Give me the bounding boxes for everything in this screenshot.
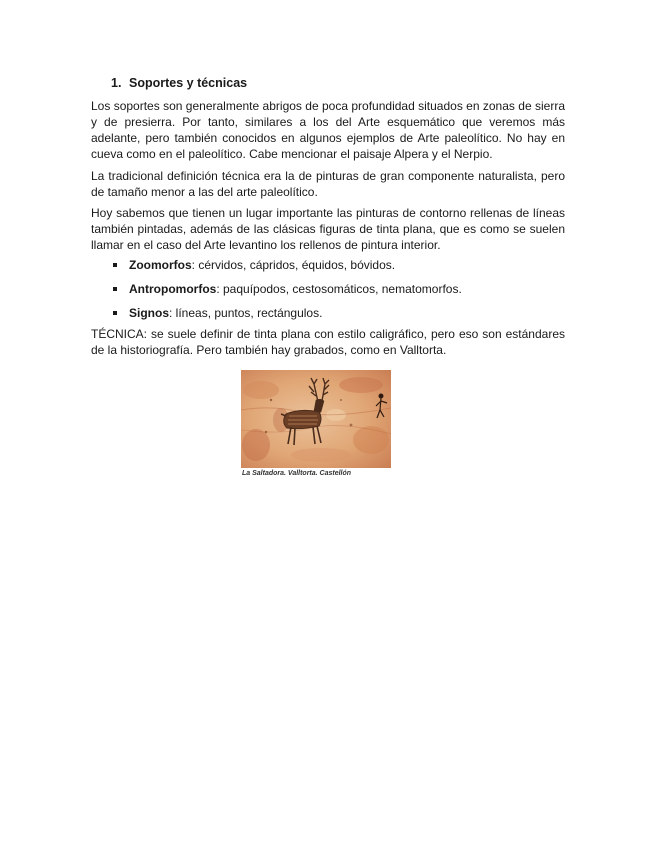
list-item-term: Antropomorfos xyxy=(129,282,217,296)
paragraph-soportes: Los soportes son generalmente abrigos de poca profundidad situados en zonas de sierra y de presierra. Por tanto, similares a los del Arte esquemático que veremos más adelante, pero también conocidos en algunos ejemplos de Arte paleolítico. No hay en cueva como en el paleolítico. Cabe mencionar el paisaje Alpera y el Nerpio. xyxy=(91,99,565,161)
list-item-text: : líneas, puntos, rectángulos. xyxy=(169,306,323,320)
bullet-square-icon xyxy=(113,287,117,291)
paragraph-contorno: Hoy sabemos que tienen un lugar importante las pinturas de contorno rellenas de líneas también pintadas, además de las clásicas figuras de tinta plana, que es como se suelen llamar en el caso del Arte levantino los rellenos de pintura interior. xyxy=(91,206,565,252)
bullet-square-icon xyxy=(113,263,117,267)
list-item-text: : cérvidos, cápridos, équidos, bóvidos. xyxy=(191,258,396,272)
list-item-term: Zoomorfos xyxy=(129,258,192,272)
list-item xyxy=(111,305,565,321)
section-heading xyxy=(111,76,247,90)
paragraph-tecnica: TÉCNICA: se suele definir de tinta plana con estilo caligráfico, pero eso son estándares de la historiografía. Pero también hay grabados, como en Valltorta. xyxy=(91,327,565,357)
rock-art-deer-image xyxy=(241,370,391,468)
bullet-square-icon xyxy=(113,311,117,315)
paragraph-definicion: La tradicional definición técnica era la de pinturas de gran componente naturalista, pero de tamaño menor a las del arte paleolítico. xyxy=(91,169,565,199)
rock-art-photo xyxy=(241,370,391,468)
section-number: 1. xyxy=(111,76,122,90)
list-item xyxy=(111,257,565,273)
section-title: Soportes y técnicas xyxy=(129,76,248,90)
list-item-text: : paquípodos, cestosomáticos, nematomorfos. xyxy=(216,282,462,296)
figure-types-list xyxy=(111,257,565,329)
figure-caption: La Saltadora. Valltorta. Castellón xyxy=(242,470,352,477)
list-item xyxy=(111,281,565,297)
list-item-term: Signos xyxy=(129,306,170,320)
